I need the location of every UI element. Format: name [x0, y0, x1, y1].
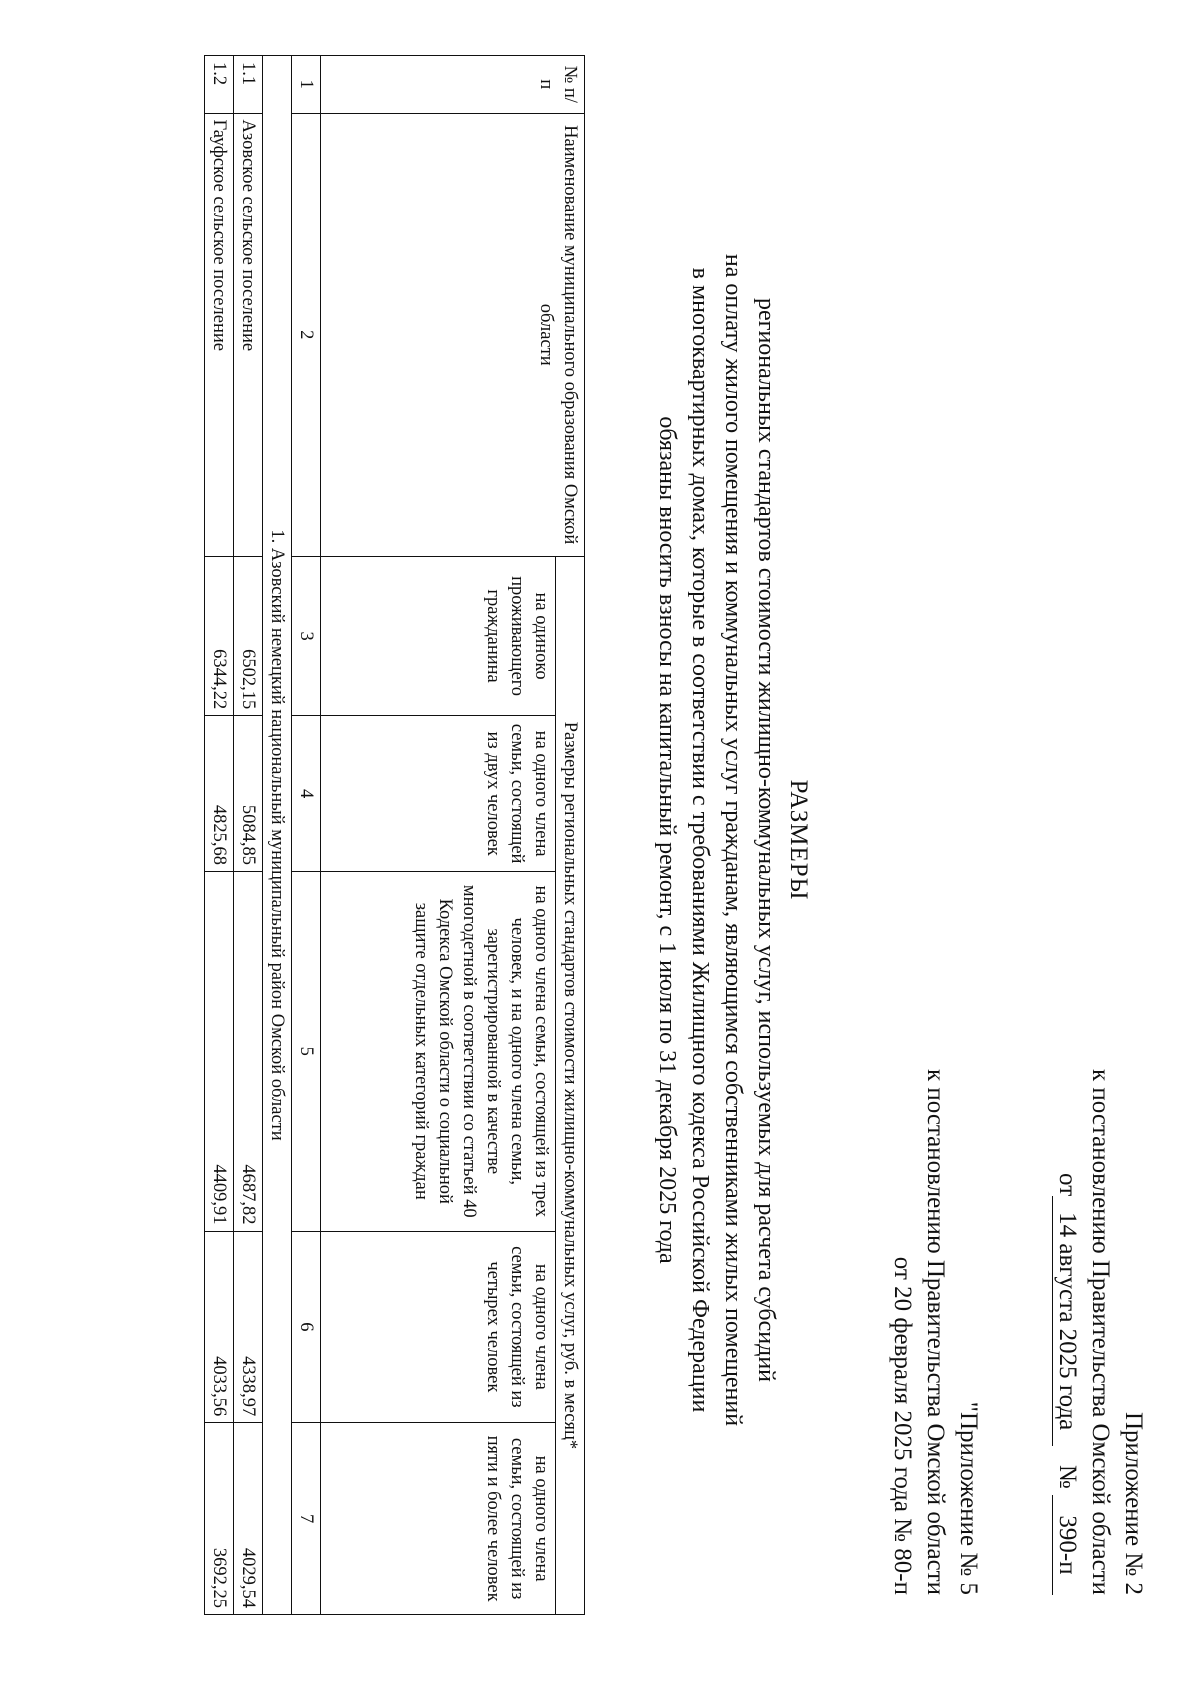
- row-value: 6502,15: [234, 556, 263, 715]
- appendix-number: Приложение № 2: [1120, 1411, 1147, 1595]
- previous-appendix-number: "Приложение № 5: [955, 1401, 982, 1595]
- appendix-header: [1051, 1035, 1150, 1595]
- header-group: Размеры региональных стандартов стоимости жилищно-коммунальных услуг, руб. в месяц*: [556, 556, 585, 1614]
- row-value: 4687,82: [234, 872, 263, 1231]
- title-line: региональных стандартов стоимости жилищно-коммунальных услуг, используемых для расчета субсидий: [753, 297, 779, 1383]
- table-row: [205, 56, 234, 1615]
- resolution-reference: к постановлению Правительства Омской области: [1087, 1068, 1114, 1595]
- subheader-three: на одного члена семьи, состоящей из трех человек, и на одного члена семьи, зарегистрированной в качестве многодетной в соответствии со статьей 40 Кодекса Омской области о социальной защите отдельных категорий граждан: [321, 872, 556, 1231]
- column-number: 7: [292, 1423, 321, 1615]
- subheader-four: на одного члена семьи, состоящей из четырех человек: [321, 1231, 556, 1423]
- row-num: 1.1: [234, 56, 263, 114]
- row-value: 4033,56: [205, 1231, 234, 1423]
- column-number: 4: [292, 716, 321, 872]
- table-header-row: [556, 56, 585, 1615]
- column-number: 6: [292, 1231, 321, 1423]
- title-main: РАЗМЕРЫ: [785, 779, 812, 901]
- resolution-date-line: [1051, 1035, 1084, 1595]
- column-number-row: [292, 56, 321, 1615]
- previous-appendix: [886, 1035, 985, 1595]
- row-value: 5084,85: [234, 716, 263, 872]
- subheader-five: на одного члена семьи, состоящей из пяти и более человек: [321, 1423, 556, 1615]
- date-value: 14 августа 2025 года: [1052, 1196, 1081, 1446]
- previous-resolution-date: от 20 февраля 2025 года № 80-п: [889, 1256, 916, 1595]
- header-name: Наименование муниципального образования Омской области: [321, 113, 585, 556]
- row-value: 4825,68: [205, 716, 234, 872]
- number-value: 390-п: [1052, 1495, 1081, 1595]
- header-num: № п/п: [321, 56, 585, 114]
- column-number: 1: [292, 56, 321, 114]
- section-title: 1. Азовский немецкий национальный муниципальный район Омской области: [263, 56, 292, 1615]
- row-value: 4338,97: [234, 1231, 263, 1423]
- row-num: 1.2: [205, 56, 234, 114]
- date-prefix: от: [1054, 1173, 1081, 1197]
- rates-table: [204, 55, 585, 1615]
- title-line: в многоквартирных домах, которые в соответствии с требованиями Жилищного кодекса Российской Федерации: [687, 267, 713, 1413]
- row-name: Азовское сельское поселение: [234, 113, 263, 556]
- title-line: на оплату жилого помещения и коммунальных услуг гражданам, являющимся собственниками жилых помещений: [720, 253, 746, 1427]
- column-number: 5: [292, 872, 321, 1231]
- table-row: [234, 56, 263, 1615]
- subheader-single: на одиноко проживающего гражданина: [321, 556, 556, 715]
- column-number: 3: [292, 556, 321, 715]
- row-value: 6344,22: [205, 556, 234, 715]
- row-value: 4029,54: [234, 1423, 263, 1615]
- subheader-two: на одного члена семьи, состоящей из двух человек: [321, 716, 556, 872]
- title-line: обязаны вносить взносы на капитальный ремонт, с 1 июля по 31 декабря 2025 года: [654, 416, 680, 1264]
- rotated-content: [50, 55, 1150, 1625]
- previous-resolution-reference: к постановлению Правительства Омской области: [922, 1068, 949, 1595]
- document-title: [650, 55, 815, 1625]
- row-value: 3692,25: [205, 1423, 234, 1615]
- section-row: [263, 56, 292, 1615]
- number-prefix: №: [1054, 1464, 1081, 1489]
- column-number: 2: [292, 113, 321, 556]
- row-value: 4409,91: [205, 872, 234, 1231]
- row-name: Гауфское сельское поселение: [205, 113, 234, 556]
